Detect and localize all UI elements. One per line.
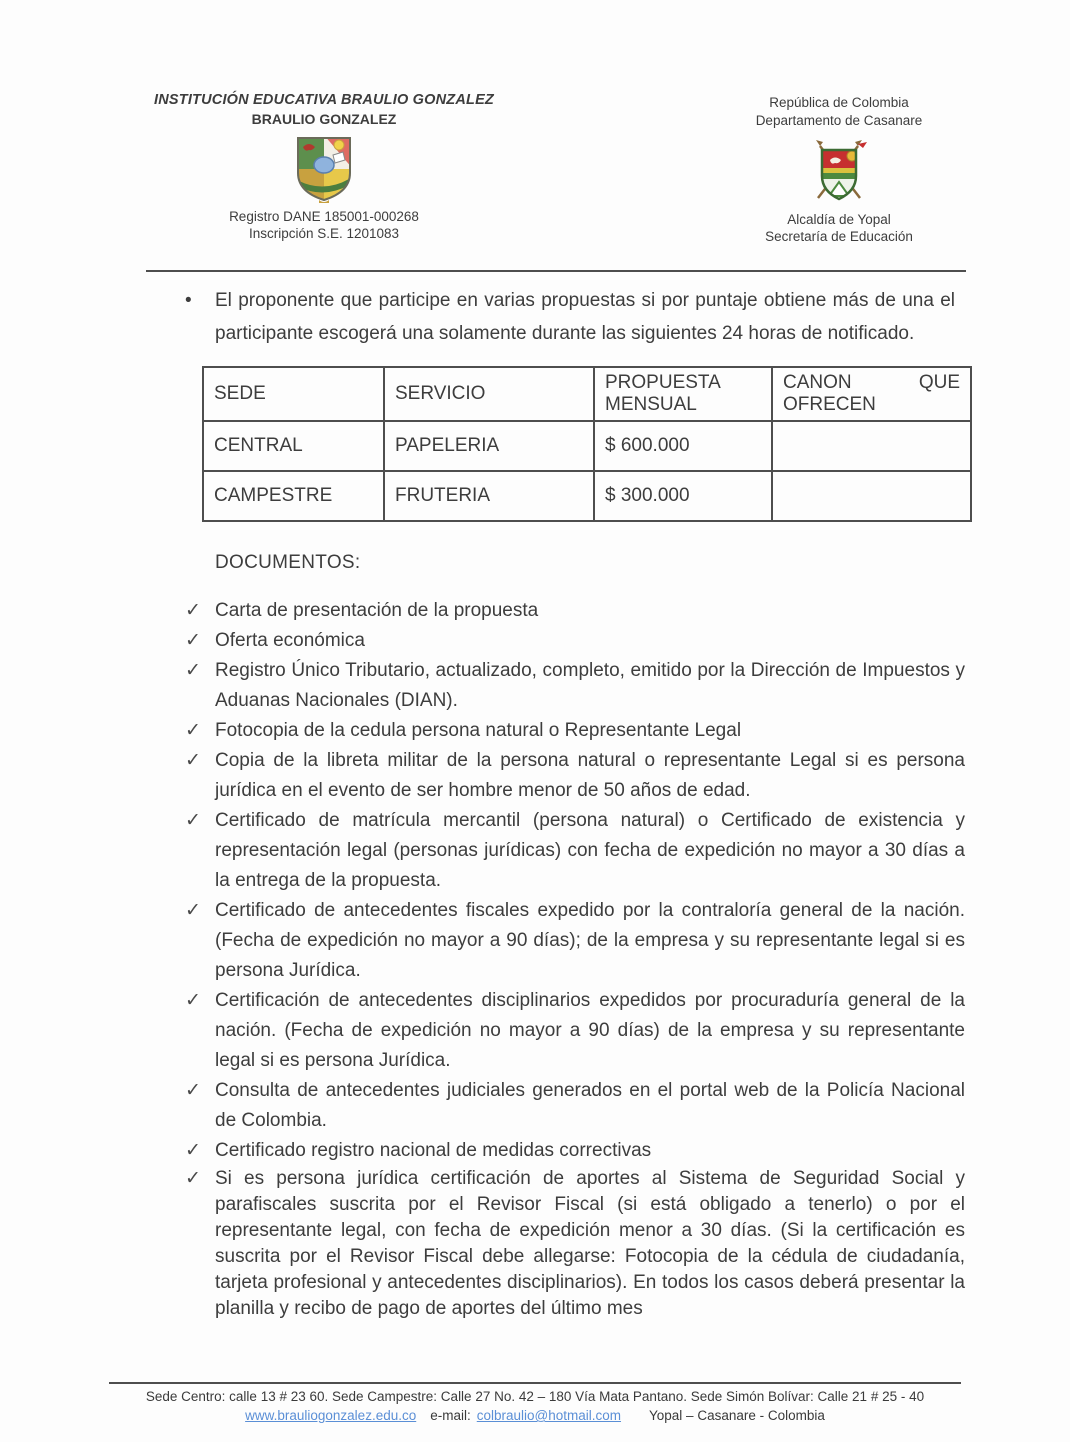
checklist-text: Copia de la libreta militar de la persona natural o representante Legal si es persona jurídica en el evento de ser hombre menor de 50 años de edad. — [215, 750, 965, 801]
header-institution-block — [148, 92, 500, 244]
col-header-canon-que-ofrecen: CANON QUE OFRECEN — [772, 367, 971, 421]
checklist-text: Carta de presentación de la propuesta — [215, 600, 539, 621]
list-item — [185, 1166, 965, 1322]
check-icon: ✓ — [185, 720, 201, 741]
list-item — [185, 746, 965, 806]
list-item — [185, 656, 965, 716]
checklist-text: Registro Único Tributario, actualizado, completo, emitido por la Dirección de Impuestos y Aduanas Nacionales (DIAN). — [215, 660, 965, 711]
check-icon: ✓ — [185, 990, 201, 1011]
yopal-crest-logo — [808, 136, 870, 206]
registro-dane: Registro DANE 185001-000268 — [229, 209, 419, 224]
col-header-servicio: SERVICIO — [384, 367, 594, 421]
table-row — [203, 421, 971, 471]
email-link[interactable]: colbraulio@hotmail.com — [476, 1408, 622, 1423]
list-item — [185, 596, 965, 626]
school-crest-logo — [295, 135, 353, 203]
check-icon: ✓ — [185, 660, 201, 681]
header-divider-rule — [146, 270, 966, 272]
table-header-row — [203, 367, 971, 421]
cell-propuesta: $ 600.000 — [594, 421, 772, 471]
checklist-text: Consulta de antecedentes judiciales generados en el portal web de la Policía Nacional de Colombia. — [215, 1080, 965, 1131]
check-icon: ✓ — [185, 630, 201, 651]
secretaria-line: Secretaría de Educación — [765, 229, 913, 244]
list-item — [185, 716, 965, 746]
republica-line: República de Colombia — [769, 95, 909, 110]
check-icon: ✓ — [185, 810, 201, 831]
cell-servicio: FRUTERIA — [384, 471, 594, 521]
checklist-text: Certificación de antecedentes disciplinarios expedidos por procuraduría general de la nación. (Fecha de expedición no mayor a 90 días) de la empresa y su representante legal si es persona Jurídica. — [215, 990, 965, 1071]
list-item — [185, 986, 965, 1076]
cell-canon — [772, 471, 971, 521]
col-header-sede: SEDE — [203, 367, 384, 421]
intro-bullet-paragraph — [185, 284, 965, 350]
cell-sede: CAMPESTRE — [203, 471, 384, 521]
checklist-text: Oferta económica — [215, 630, 365, 651]
footer-addresses: Sede Centro: calle 13 # 23 60. Sede Campestre: Calle 27 No. 42 – 180 Vía Mata Pantano. Sede Simón Bolívar: Calle 21 # 25 - 40 — [145, 1389, 925, 1404]
footer-contact-line — [0, 1408, 1070, 1423]
email-label: e-mail: — [430, 1408, 471, 1423]
table-row — [203, 471, 971, 521]
documents-checklist — [185, 596, 965, 1322]
bullet-icon: • — [185, 290, 192, 311]
checklist-text: Certificado registro nacional de medidas correctivas — [215, 1140, 652, 1161]
footer-divider-rule — [109, 1382, 961, 1384]
col-header-propuesta-mensual: PROPUESTA MENSUAL — [594, 367, 772, 421]
website-link[interactable]: www.brauliogonzalez.edu.co — [245, 1408, 417, 1423]
intro-text: El proponente que participe en varias propuestas si por puntaje obtiene más de una el participante escogerá una solamente durante las siguientes 24 horas de notificado. — [215, 290, 955, 344]
cell-servicio: PAPELERIA — [384, 421, 594, 471]
list-item — [185, 896, 965, 986]
list-item — [185, 1136, 965, 1166]
footer-location: Yopal – Casanare - Colombia — [649, 1408, 825, 1423]
departamento-line: Departamento de Casanare — [755, 113, 923, 128]
institution-name: INSTITUCIÓN EDUCATIVA BRAULIO GONZALEZ — [153, 92, 494, 108]
institution-name-line2: BRAULIO GONZALEZ — [251, 111, 397, 127]
check-icon: ✓ — [185, 600, 201, 621]
documents-heading: DOCUMENTOS: — [215, 552, 361, 573]
checklist-text: Certificado de matrícula mercantil (persona natural) o Certificado de existencia y representación legal (personas jurídicas) con fecha de expedición no mayor a 30 días a la entrega de la propuesta. — [215, 810, 965, 891]
checklist-text: Si es persona jurídica certificación de aportes al Sistema de Seguridad Social y parafiscales suscrita por el Revisor Fiscal (si está obligado a tenerlo) o por el representante legal, con fecha de expedición menor a 30 días. (Si la certificación es suscrita por el Revisor Fiscal debe allegarse: Fotocopia de la cédula de ciudadanía, tarjeta profesional y antecedentes disciplinarios). En todos los casos deberá presentar la planilla y recibo de pago de aportes del último mes — [215, 1168, 965, 1319]
inscripcion-se: Inscripción S.E. 1201083 — [248, 226, 400, 241]
check-icon: ✓ — [185, 900, 201, 921]
list-item — [185, 626, 965, 656]
checklist-text: Certificado de antecedentes fiscales expedido por la contraloría general de la nación. (Fecha de expedición no mayor a 90 días); de la empresa y su representante legal si es persona Jurídica. — [215, 900, 965, 981]
cell-canon — [772, 421, 971, 471]
check-icon: ✓ — [185, 1140, 201, 1161]
check-icon: ✓ — [185, 1080, 201, 1101]
proposal-table — [202, 366, 972, 522]
document-footer — [0, 1382, 1070, 1423]
check-icon: ✓ — [185, 750, 201, 771]
cell-sede: CENTRAL — [203, 421, 384, 471]
checklist-text: Fotocopia de la cedula persona natural o Representante Legal — [215, 720, 742, 741]
list-item — [185, 806, 965, 896]
cell-propuesta: $ 300.000 — [594, 471, 772, 521]
document-body — [185, 284, 965, 1322]
document-header — [0, 0, 1070, 244]
check-icon: ✓ — [185, 1168, 201, 1189]
list-item — [185, 1076, 965, 1136]
alcaldia-line: Alcaldía de Yopal — [787, 212, 891, 227]
header-government-block — [720, 92, 958, 244]
